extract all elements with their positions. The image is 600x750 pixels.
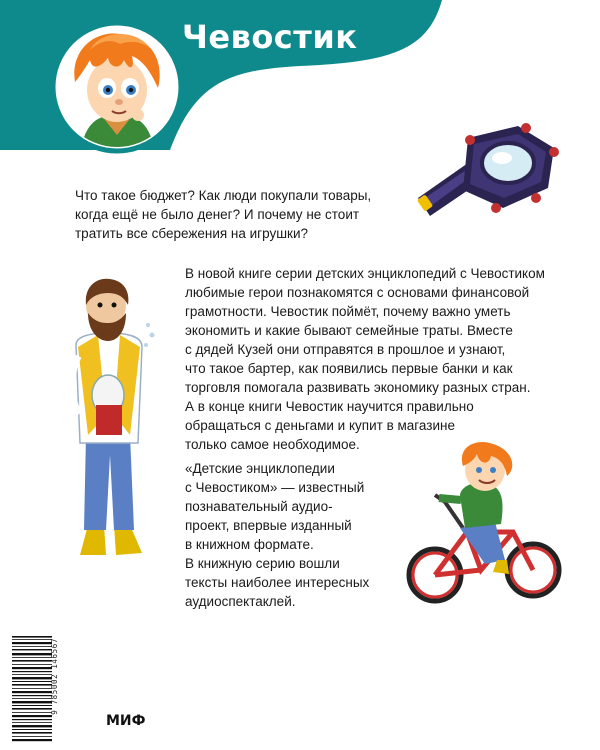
- text-line: только самое необходимое.: [185, 437, 360, 452]
- text-line: обращаться с деньгами и купит в магазине: [185, 418, 455, 433]
- uncle-kuzya-illustration: [58, 275, 158, 560]
- text-line: тратить все сбережения на игрушки?: [75, 226, 308, 241]
- publisher-logo: МИФ: [106, 713, 146, 729]
- series-note-paragraph: [185, 459, 369, 611]
- text-line: В новой книге серии детских энциклопедий с Чевостиком: [185, 266, 545, 281]
- scanner-gadget-illustration: [408, 118, 560, 218]
- text-line: Что такое бюджет? Как люди покупали товары,: [75, 188, 372, 203]
- text-line: с дядей Кузей они отправятся в прошлое и узнают,: [185, 342, 506, 357]
- isbn-number: 9 785002 146567: [50, 638, 59, 715]
- text-line: экономить и какие бывают семейные траты. Вместе: [185, 323, 513, 338]
- text-line: тексты наиболее интересных: [185, 575, 370, 590]
- text-line: грамотности. Чевостик поймёт, почему важно уметь: [185, 304, 511, 319]
- text-line: в книжном формате.: [185, 537, 314, 552]
- book-title: Чевостик: [182, 18, 358, 56]
- text-line: аудиоспектаклей.: [185, 594, 296, 609]
- text-line: любимые герои познакомятся с основами финансовой: [185, 285, 530, 300]
- text-line: В книжную серию вошли: [185, 556, 340, 571]
- text-line: что такое бартер, как появились первые банки и как: [185, 361, 513, 376]
- text-line: когда ещё не было денег? И почему не стоит: [75, 207, 360, 222]
- text-line: «Детские энциклопедии: [185, 461, 335, 476]
- main-description-paragraph: [185, 264, 545, 454]
- text-line: проект, впервые изданный: [185, 518, 352, 533]
- intro-paragraph: [75, 186, 371, 243]
- chevostik-bicycle-illustration: [405, 440, 570, 610]
- text-line: с Чевостиком» — известный: [185, 480, 365, 495]
- chevostik-portrait: [50, 20, 184, 154]
- text-line: торговля помогала развивать экономику разных стран.: [185, 380, 531, 395]
- text-line: познавательный аудио-: [185, 499, 333, 514]
- text-line: А в конце книги Чевостик научится правильно: [185, 399, 474, 414]
